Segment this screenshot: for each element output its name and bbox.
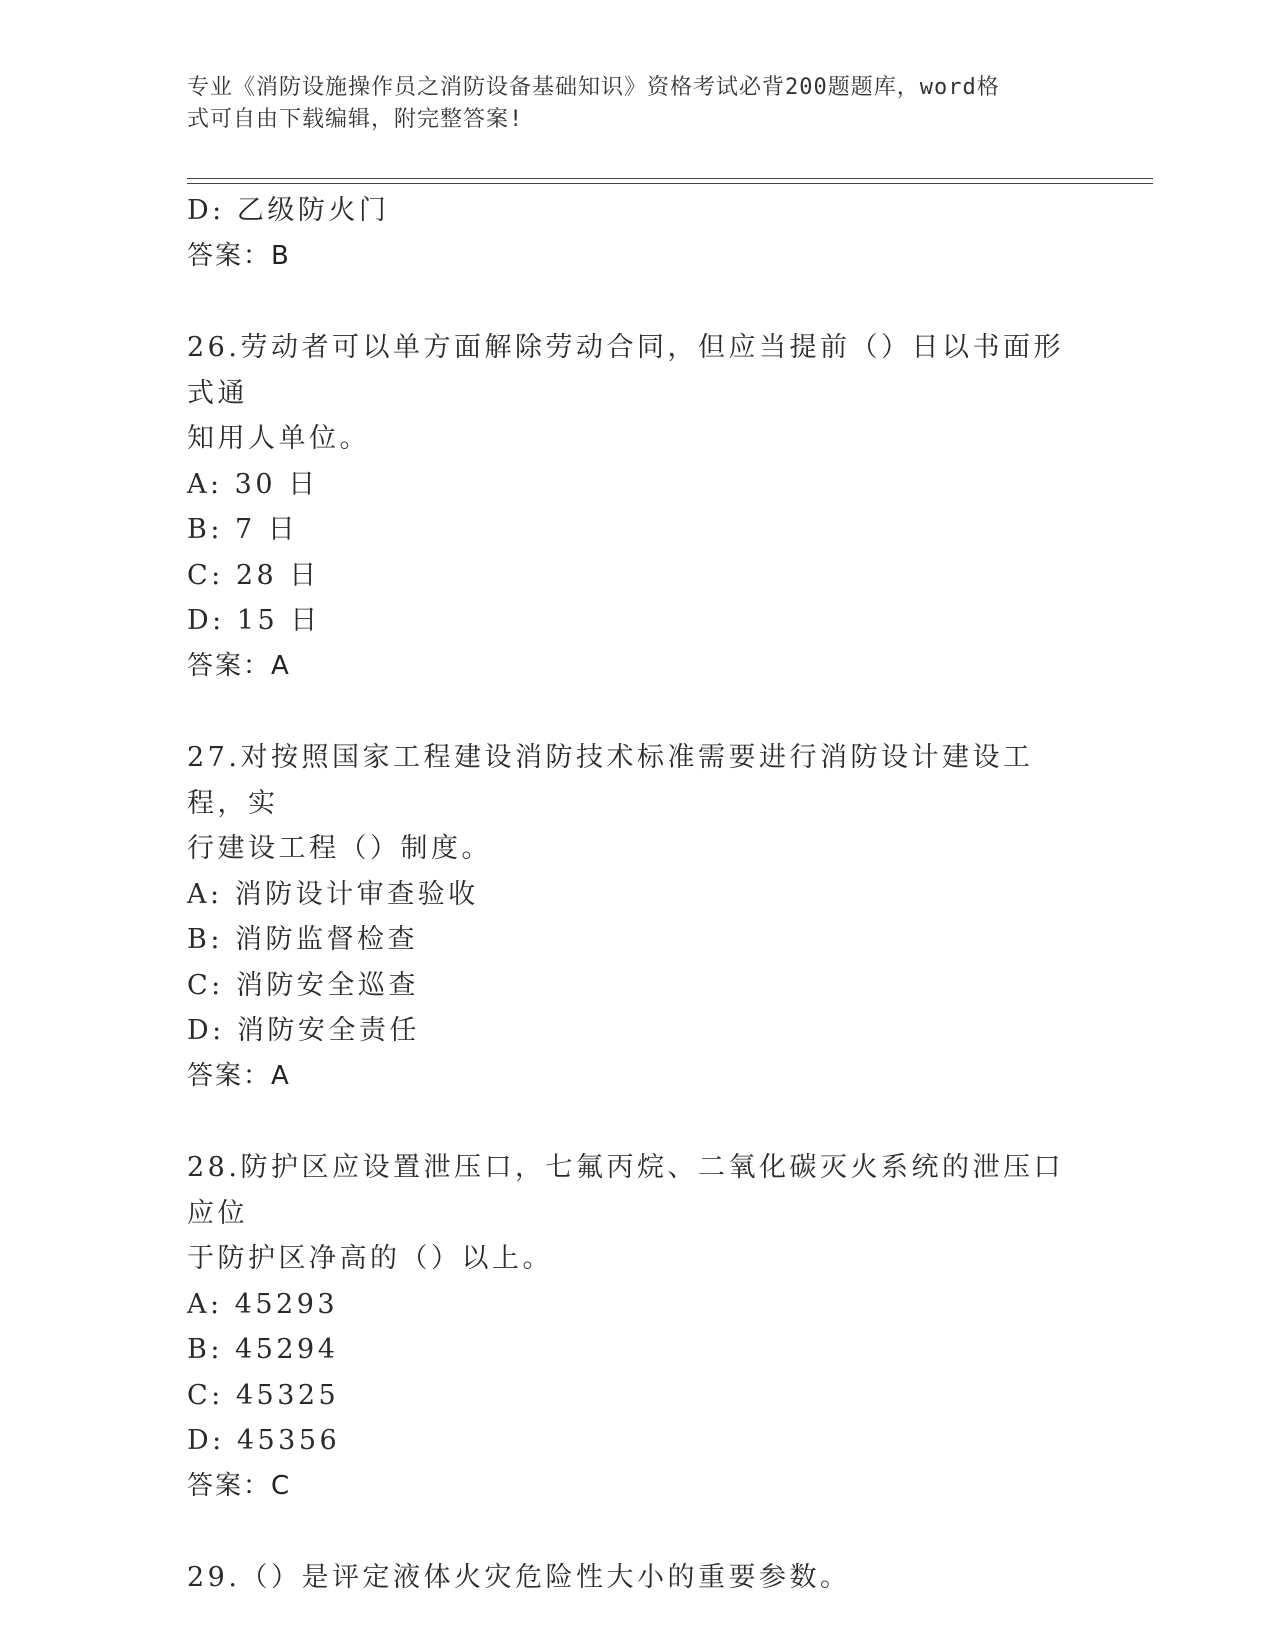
spacer	[187, 1099, 1087, 1145]
header-divider-top	[187, 178, 1153, 179]
document-body	[187, 188, 1087, 1601]
option-c: C: 消防安全巡查	[187, 969, 419, 1001]
spacer	[187, 279, 1087, 325]
header-divider-bottom	[187, 183, 1153, 184]
question-28	[187, 1145, 1087, 1509]
option-d: D: 45356	[187, 1425, 341, 1456]
option-c: C: 28 日	[187, 559, 320, 591]
option-a: A: 30 日	[187, 468, 319, 500]
header-line-1: 专业《消防设施操作员之消防设备基础知识》资格考试必背200题题库，word格	[187, 75, 1000, 100]
question-text-line-2: 于防护区净高的（）以上。	[187, 1243, 553, 1274]
option-a: A: 消防设计审查验收	[187, 878, 479, 910]
spacer	[187, 1509, 1087, 1555]
header-line-2: 式可自由下载编辑，附完整答案!	[187, 107, 524, 132]
answer: 答案：A	[187, 1060, 291, 1091]
question-text-line-2: 知用人单位。	[187, 423, 370, 454]
question-text-line-1: 29.（）是评定液体火灾危险性大小的重要参数。	[187, 1562, 851, 1593]
option-b: B: 消防监督检查	[187, 924, 419, 955]
option-c: C: 45325	[187, 1379, 340, 1411]
answer: 答案：A	[187, 650, 291, 681]
option-d: D: 15 日	[187, 605, 321, 636]
prev-option-d: D: 乙级防火门	[187, 195, 390, 226]
option-b: B: 45294	[187, 1334, 339, 1365]
answer: 答案：C	[187, 1470, 292, 1501]
question-29	[187, 1555, 1087, 1601]
question-text-line-1: 28.防护区应设置泄压口，七氟丙烷、二氧化碳灭火系统的泄压口应位	[187, 1152, 1064, 1229]
question-27	[187, 735, 1087, 1099]
option-d: D: 消防安全责任	[187, 1015, 420, 1046]
document-header	[187, 72, 1067, 136]
prev-answer: 答案：B	[187, 240, 291, 271]
option-a: A: 45293	[187, 1288, 339, 1320]
question-text-line-1: 26.劳动者可以单方面解除劳动合同，但应当提前（）日以书面形式通	[187, 332, 1064, 409]
question-text-line-1: 27.对按照国家工程建设消防技术标准需要进行消防设计建设工程，实	[187, 742, 1034, 819]
option-b: B: 7 日	[187, 514, 299, 545]
question-26	[187, 325, 1087, 689]
question-text-line-2: 行建设工程（）制度。	[187, 833, 492, 864]
spacer	[187, 689, 1087, 735]
